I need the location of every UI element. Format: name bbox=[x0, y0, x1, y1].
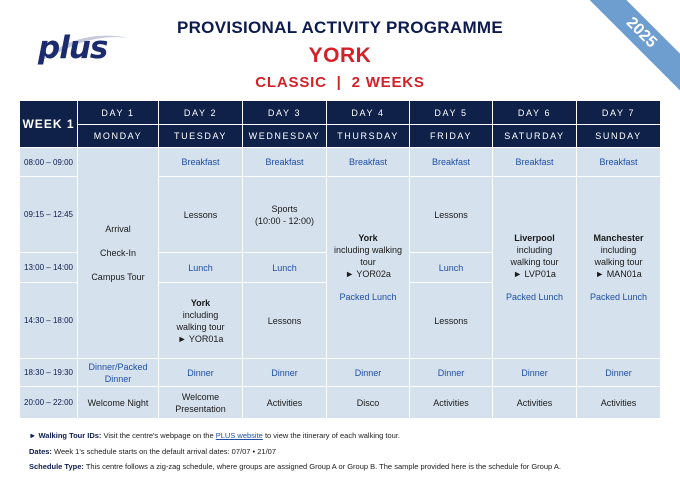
programme-subtitle: CLASSIC | 2 WEEKS bbox=[255, 74, 425, 91]
walking-tour-code: ► YOR01a bbox=[177, 333, 224, 344]
schedule-type-note bbox=[29, 462, 561, 471]
day-name: FRIDAY bbox=[410, 125, 493, 148]
day-number: DAY 1 bbox=[78, 101, 159, 125]
evening-cell: Activities bbox=[243, 387, 327, 419]
dinner-cell: Dinner bbox=[327, 359, 410, 387]
logo-text: plus bbox=[38, 30, 108, 66]
lunch-cell: Lunch bbox=[159, 253, 243, 283]
breakfast-cell: Breakfast bbox=[243, 148, 327, 177]
day2-trip-cell bbox=[159, 283, 243, 359]
breakfast-cell: Breakfast bbox=[493, 148, 577, 177]
time-slot: 14:30 – 18:00 bbox=[20, 283, 78, 359]
time-slot: 18:30 – 19:30 bbox=[20, 359, 78, 387]
day-name: MONDAY bbox=[78, 125, 159, 148]
city-title: YORK bbox=[308, 44, 372, 67]
walking-tour-code: ► MAN01a bbox=[595, 269, 642, 279]
lessons-cell: Lessons bbox=[243, 283, 327, 359]
schedule-table bbox=[19, 100, 661, 419]
day7-trip-cell bbox=[577, 177, 661, 359]
walking-tour-text: Visit the centre's webpage on the bbox=[103, 431, 214, 440]
packed-lunch-text: Packed Lunch bbox=[505, 292, 564, 302]
evening-cell: Disco bbox=[327, 387, 410, 419]
trip-title: York bbox=[190, 297, 211, 308]
time-slot: 09:15 – 12:45 bbox=[20, 177, 78, 253]
evening-cell: Activities bbox=[410, 387, 493, 419]
dates-text: Week 1's schedule starts on the default arrival dates: 07/07 • 21/07 bbox=[54, 447, 276, 456]
evening-cell: Activities bbox=[577, 387, 661, 419]
breakfast-cell: Breakfast bbox=[410, 148, 493, 177]
time-slot: 20:00 – 22:00 bbox=[20, 387, 78, 419]
schedule-type-text: This centre follows a zig-zag schedule, where groups are assigned Group A or Group B. The sample provided here is the schedule for Group A. bbox=[85, 462, 561, 471]
day-number: DAY 6 bbox=[493, 101, 577, 125]
day6-trip-cell bbox=[493, 177, 577, 359]
breakfast-cell: Breakfast bbox=[159, 148, 243, 177]
day-name: THURSDAY bbox=[327, 125, 410, 148]
time-slot: 08:00 – 09:00 bbox=[20, 148, 78, 177]
trip-line: including bbox=[600, 245, 637, 255]
day-name: SUNDAY bbox=[577, 125, 661, 148]
trip-title: York bbox=[358, 233, 378, 243]
day-name: SATURDAY bbox=[493, 125, 577, 148]
sports-cell bbox=[243, 177, 327, 253]
evening-cell: Welcome Night bbox=[78, 387, 159, 419]
trip-line: walking tour bbox=[510, 257, 559, 267]
trip-line: including bbox=[182, 309, 219, 320]
day1-arrival-cell bbox=[78, 148, 159, 359]
breakfast-cell: Breakfast bbox=[577, 148, 661, 177]
lunch-cell: Lunch bbox=[243, 253, 327, 283]
day-name: WEDNESDAY bbox=[243, 125, 327, 148]
dinner-cell: Dinner bbox=[410, 359, 493, 387]
sports-text: Sports bbox=[271, 203, 298, 214]
dinner-cell: Dinner bbox=[159, 359, 243, 387]
dinner-cell: Dinner/Packed Dinner bbox=[78, 359, 159, 387]
packed-lunch-text: Packed Lunch bbox=[339, 292, 397, 302]
trip-line: walking tour bbox=[176, 321, 225, 332]
trip-line: including bbox=[516, 245, 553, 255]
year-ribbon: 2025 bbox=[579, 0, 680, 95]
dinner-cell: Dinner bbox=[243, 359, 327, 387]
lunch-cell: Lunch bbox=[410, 253, 493, 283]
walking-tour-label: ► Walking Tour IDs: bbox=[29, 431, 102, 440]
trip-line: including walking bbox=[333, 245, 403, 255]
day-number: DAY 3 bbox=[243, 101, 327, 125]
day-number: DAY 4 bbox=[327, 101, 410, 125]
checkin-text: Check-In bbox=[99, 248, 136, 258]
breakfast-cell: Breakfast bbox=[327, 148, 410, 177]
page-title: PROVISIONAL ACTIVITY PROGRAMME bbox=[176, 18, 504, 37]
day-number: DAY 2 bbox=[159, 101, 243, 125]
arrival-text: Arrival bbox=[105, 224, 131, 234]
lessons-cell: Lessons bbox=[410, 177, 493, 253]
day-number: DAY 7 bbox=[577, 101, 661, 125]
trip-line: tour bbox=[360, 257, 376, 267]
trip-title: Liverpool bbox=[514, 233, 555, 243]
packed-lunch-text: Packed Lunch bbox=[589, 292, 648, 302]
trip-line: walking tour bbox=[594, 257, 643, 267]
evening-cell: Welcome Presentation bbox=[159, 387, 243, 419]
dates-label: Dates: bbox=[29, 447, 52, 456]
schedule-type-label: Schedule Type: bbox=[29, 462, 84, 471]
walking-tour-code: ► YOR02a bbox=[345, 269, 391, 279]
plus-website-link[interactable]: PLUS website bbox=[215, 431, 263, 440]
day4-trip-cell bbox=[327, 177, 410, 359]
dates-note bbox=[29, 447, 276, 456]
sports-time: (10:00 - 12:00) bbox=[254, 215, 315, 226]
lessons-cell: Lessons bbox=[410, 283, 493, 359]
evening-cell: Activities bbox=[493, 387, 577, 419]
walking-tour-note bbox=[29, 431, 400, 440]
week-label: WEEK 1 bbox=[20, 101, 78, 148]
time-slot: 13:00 – 14:00 bbox=[20, 253, 78, 283]
trip-title: Manchester bbox=[593, 233, 644, 243]
dinner-cell: Dinner bbox=[493, 359, 577, 387]
dinner-cell: Dinner bbox=[577, 359, 661, 387]
walking-tour-code: ► LVP01a bbox=[513, 269, 556, 279]
day-name: TUESDAY bbox=[159, 125, 243, 148]
campus-tour-text: Campus Tour bbox=[91, 272, 145, 282]
lessons-cell: Lessons bbox=[159, 177, 243, 253]
walking-tour-text: to view the itinerary of each walking tour. bbox=[264, 431, 401, 440]
day-number: DAY 5 bbox=[410, 101, 493, 125]
